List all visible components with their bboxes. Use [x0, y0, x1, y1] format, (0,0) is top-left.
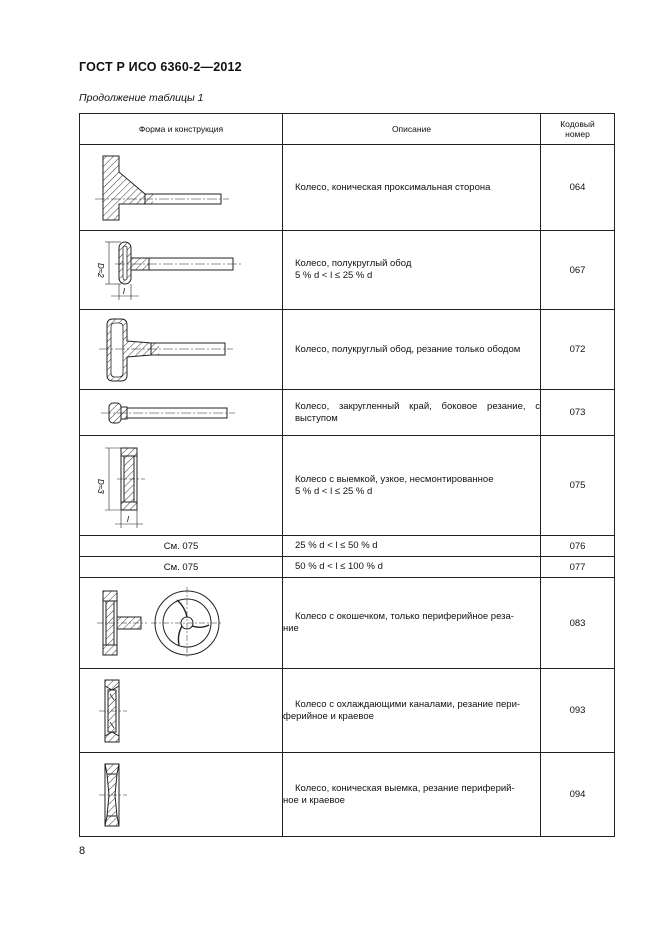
row-code: 083	[541, 578, 615, 669]
desc-line-1: Колесо с выемкой, узкое, несмонтированное	[295, 473, 494, 485]
table-row	[80, 390, 615, 436]
header-code	[541, 114, 615, 145]
row-description	[283, 536, 541, 557]
table-row	[80, 536, 615, 557]
table-continuation-label: Продолжение таблицы 1	[79, 92, 204, 104]
desc-line-1: 25 % d < l ≤ 50 % d	[295, 540, 378, 551]
desc-line-1: Колесо с охлаждающими каналами, резание пери-	[295, 698, 521, 710]
header-code-line1: Кодовый	[560, 119, 595, 129]
desc-line-1: Колесо с окошечком, только периферийное реза-	[295, 611, 514, 622]
header-code-line2: номер	[565, 129, 590, 139]
table-row	[80, 231, 615, 310]
row-code: 093	[541, 669, 615, 753]
table-row	[80, 145, 615, 231]
desc-line-1: Колесо, полукруглый обод	[295, 258, 412, 269]
desc-line-2: ние	[283, 623, 299, 634]
desc-line-1: Колесо, коническая проксимальная сторона	[295, 181, 491, 193]
row-code: 094	[541, 753, 615, 837]
desc-line-1: Колесо, коническая выемка, резание периферий-	[295, 782, 515, 794]
wheel-075-drawing	[80, 436, 283, 536]
desc-line-2: ное и краевое	[283, 794, 345, 806]
desc-line-2: 5 % d < l ≤ 25 % d	[295, 270, 373, 281]
row-description	[283, 145, 541, 231]
table-row	[80, 310, 615, 390]
wheel-083-drawing	[80, 578, 283, 669]
row-code: 064	[541, 145, 615, 231]
row-code: 075	[541, 436, 615, 536]
wheel-093-drawing	[80, 669, 283, 753]
desc-line-1: Колесо, полукруглый обод, резание только ободом	[295, 343, 521, 355]
table-row	[80, 753, 615, 837]
desc-line-1: Колесо, закругленный край, боковое резание, с выступом	[295, 400, 540, 424]
table-row	[80, 557, 615, 578]
row-code: 073	[541, 390, 615, 436]
desc-line-2: ферийное и краевое	[283, 710, 374, 722]
row-description	[283, 753, 541, 837]
row-code: 076	[541, 536, 615, 557]
row-code: 077	[541, 557, 615, 578]
row-description	[283, 390, 541, 436]
dimension-l-label: l	[123, 287, 125, 296]
header-description: Описание	[283, 114, 541, 145]
row-see-reference: См. 075	[80, 557, 283, 578]
table-row	[80, 669, 615, 753]
row-description	[283, 557, 541, 578]
wheel-shapes-table	[79, 113, 615, 837]
document-title: ГОСТ Р ИСО 6360-2—2012	[79, 60, 242, 74]
dimension-l-label: l	[127, 514, 129, 524]
row-description	[283, 436, 541, 536]
table-header-row	[80, 114, 615, 145]
wheel-067-drawing	[80, 231, 283, 310]
desc-line-2: 5 % d < l ≤ 25 % d	[295, 485, 373, 497]
wheel-073-drawing	[80, 390, 283, 436]
row-description	[283, 669, 541, 753]
table-row	[80, 578, 615, 669]
dimension-d-label: D≈3	[96, 478, 105, 494]
row-description	[283, 578, 541, 669]
header-form: Форма и конструкция	[80, 114, 283, 145]
desc-line-1: 50 % d < l ≤ 100 % d	[295, 561, 383, 572]
row-description	[283, 231, 541, 310]
row-code: 067	[541, 231, 615, 310]
table-row	[80, 436, 615, 536]
wheel-094-drawing	[80, 753, 283, 837]
wheel-064-drawing	[80, 145, 283, 231]
dimension-d-label: D≈2	[96, 263, 105, 278]
row-description	[283, 310, 541, 390]
row-code: 072	[541, 310, 615, 390]
page-number: 8	[79, 845, 86, 857]
row-see-reference: См. 075	[80, 536, 283, 557]
wheel-072-drawing	[80, 310, 283, 390]
